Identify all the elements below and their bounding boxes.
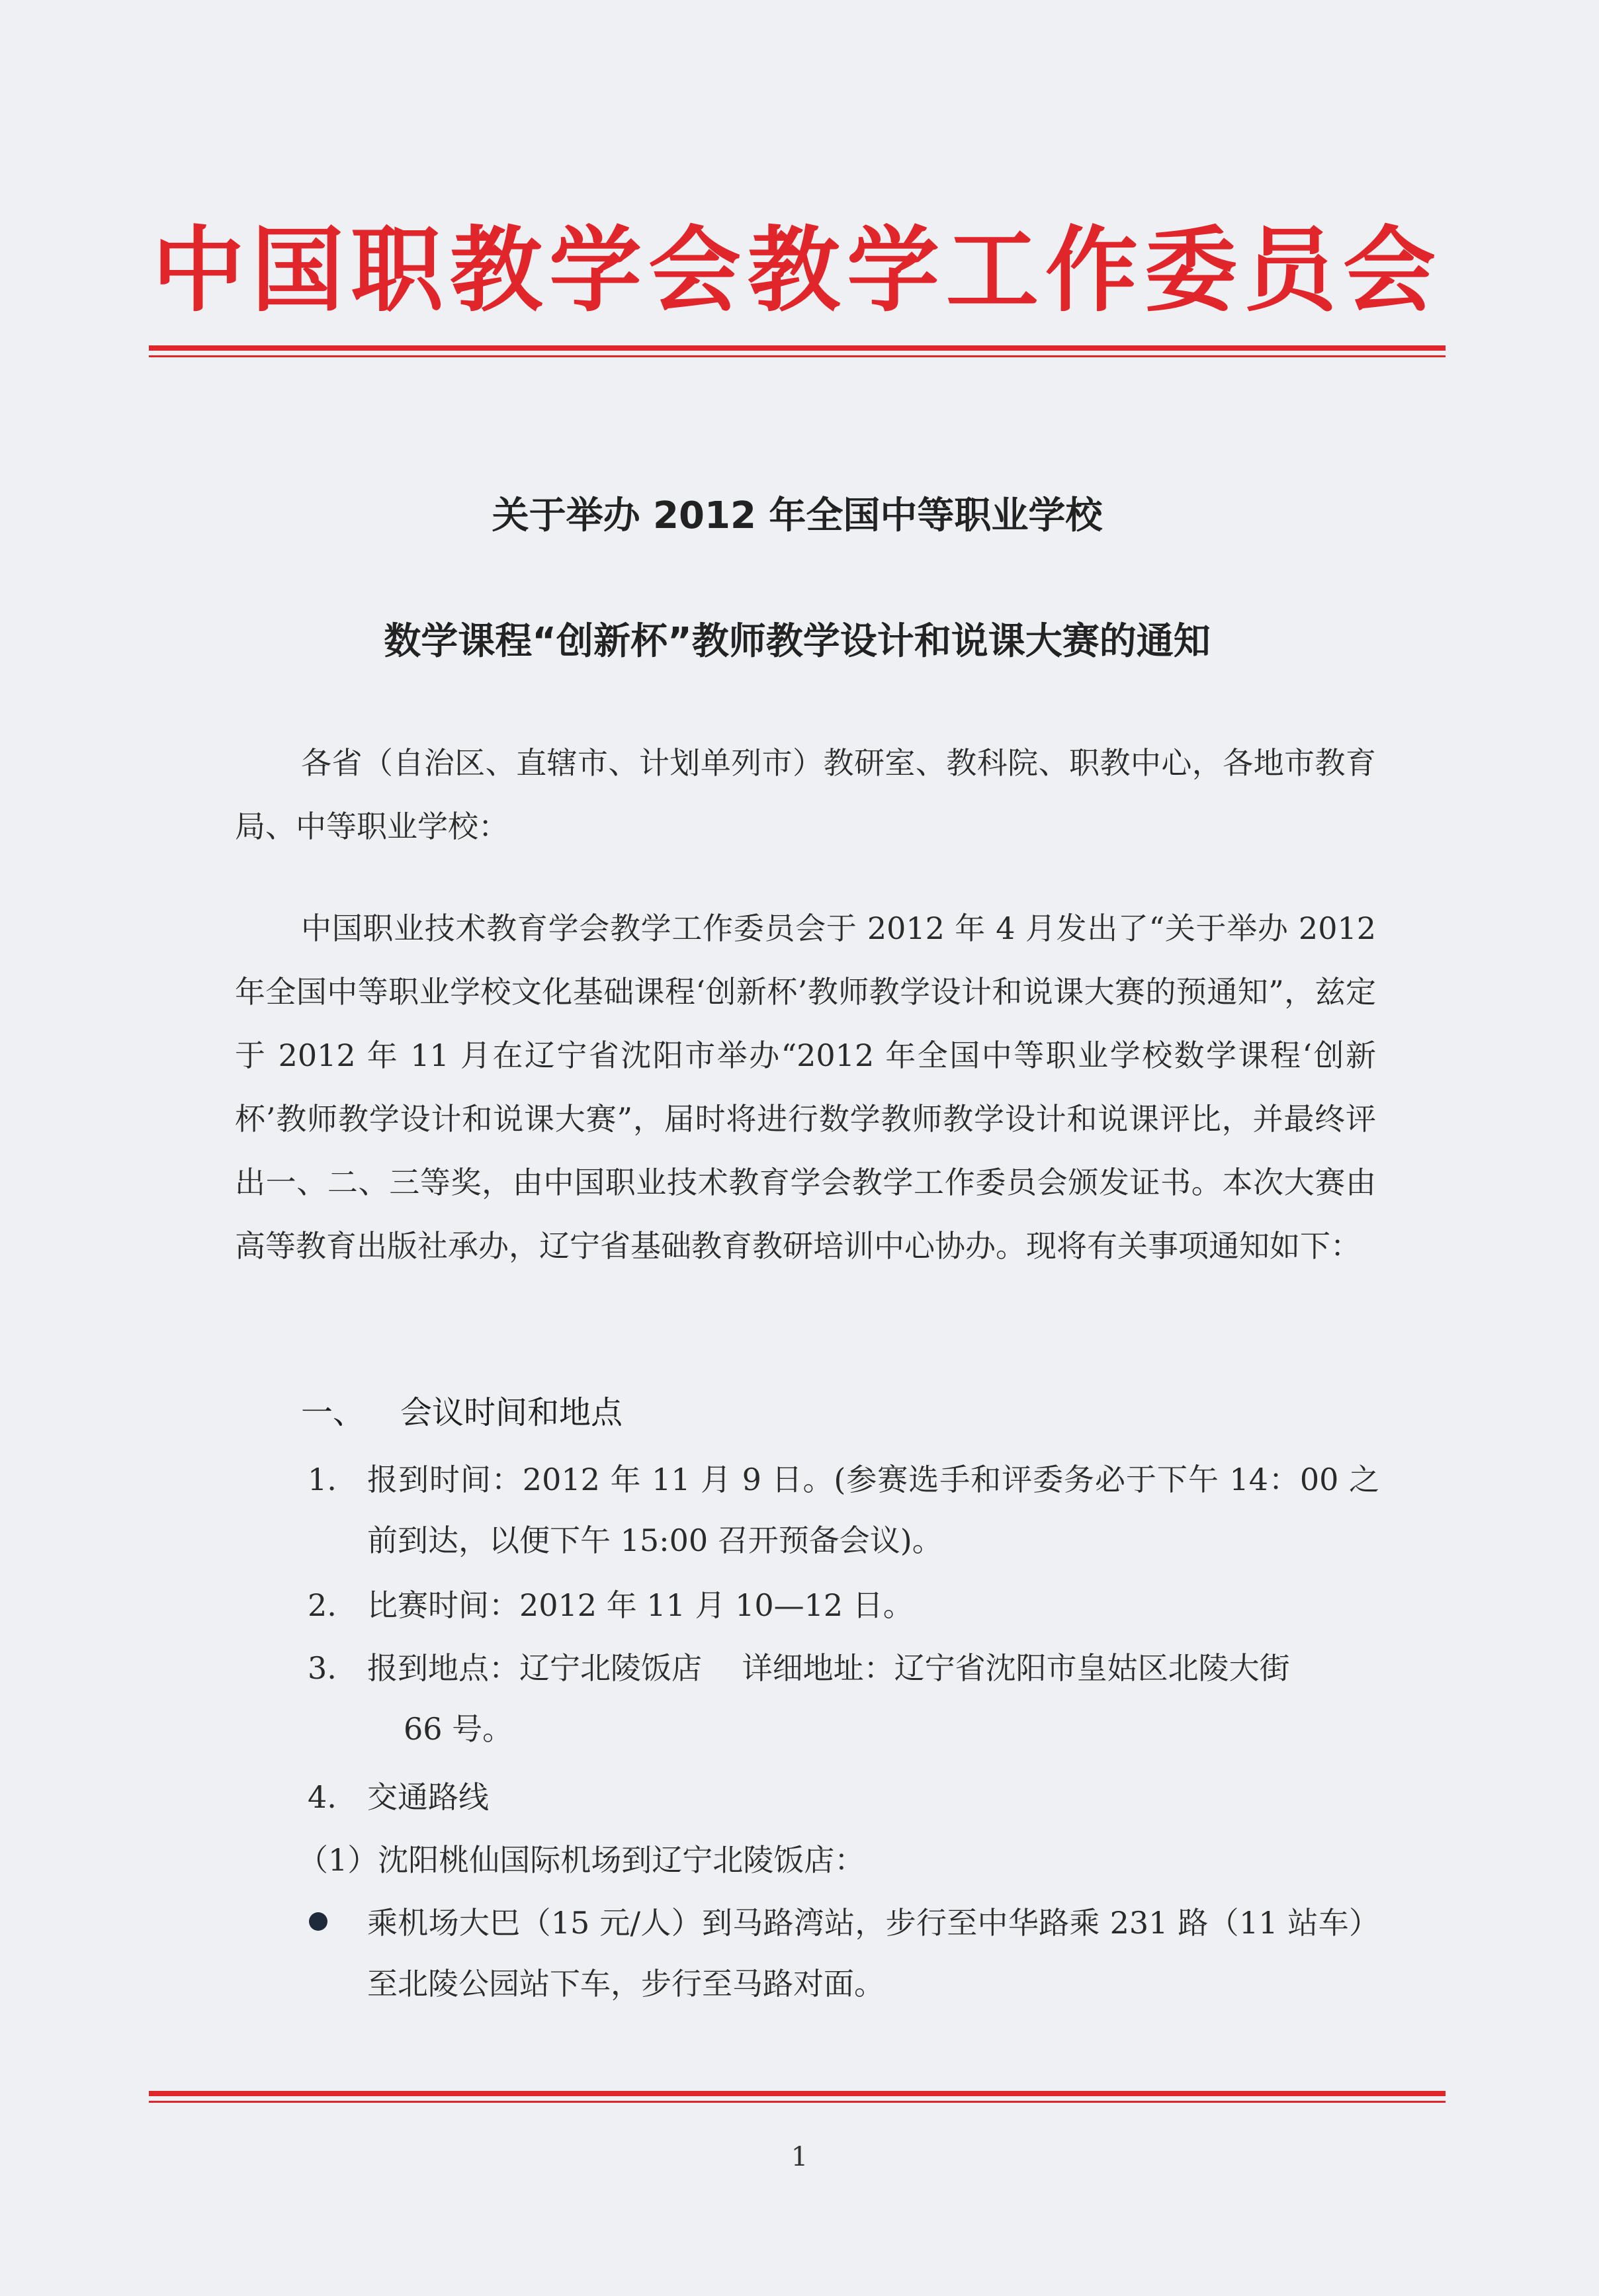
list-item-number: 3. xyxy=(308,1650,337,1686)
bullet-icon xyxy=(309,1912,327,1931)
list-item-text: 比赛时间：2012 年 11 月 10—12 日。 xyxy=(367,1587,914,1623)
list-item-text: 报到时间：2012 年 11 月 9 日。(参赛选手和评委务必于下午 14：00 之前到达，以便下午 15:00 召开预备会议)。 xyxy=(367,1462,1379,1558)
bullet-list-item xyxy=(308,1892,1379,2014)
intro-paragraph: 中国职业技术教育学会教学工作委员会于 2012 年 4 月发出了“关于举办 2012 年全国中等职业学校文化基础课程‘创新杯’教师教学设计和说课大赛的预通知”，兹定于 2012 年 11 月在辽宁省沈阳市举办“2012 年全国中等职业学校数学课程‘创新杯’教师教学设计和说课大赛”，届时将进行数学教师教学设计和说课评比，并最终评出一、二、三等奖，由中国职业技术教育学会教学工作委员会颁发证书。本次大赛由高等教育出版社承办，辽宁省基础教育教研培训中心协办。现将有关事项通知如下： xyxy=(235,910,1376,1264)
list-item xyxy=(308,1638,1379,1759)
footer-rule xyxy=(149,2091,1446,2103)
bullet-text: 乘机场大巴（15 元/人）到马路湾站，步行至中华路乘 231 路（11 站车）至北陵公园站下车，步行至马路对面。 xyxy=(367,1905,1379,2002)
list-item-text: 报到地点：辽宁北陵饭店 详细地址：辽宁省沈阳市皇姑区北陵大街 xyxy=(367,1650,1290,1686)
list-item-text: 交通路线 xyxy=(367,1779,489,1815)
notice-title-line-2: 数学课程“创新杯”教师教学设计和说课大赛的通知 xyxy=(384,620,1211,663)
list-item-number: 4. xyxy=(308,1779,337,1815)
list-item xyxy=(308,1575,1379,1636)
list-item-number: 2. xyxy=(308,1587,337,1623)
notice-title-line-1: 关于举办 2012 年全国中等职业学校 xyxy=(492,494,1103,537)
section-number: 一、 xyxy=(301,1394,365,1431)
list-item-text-continued: 66 号。 xyxy=(404,1711,513,1747)
route-subheading: （1）沈阳桃仙国际机场到辽宁北陵饭店： xyxy=(298,1842,865,1878)
section-heading xyxy=(301,1386,623,1439)
page-number: 1 xyxy=(791,2142,808,2172)
section-heading-text: 会议时间和地点 xyxy=(400,1394,623,1431)
masthead-rule xyxy=(149,345,1446,357)
list-item xyxy=(308,1449,1379,1571)
list-item-number: 1. xyxy=(308,1462,337,1497)
salutation-paragraph: 各省（自治区、直辖市、计划单列市）教研室、教科院、职教中心，各地市教育局、中等职业学校： xyxy=(235,745,1376,844)
masthead-title: 中国职教学会教学工作委员会 xyxy=(151,217,1442,325)
list-item xyxy=(308,1767,1379,1828)
